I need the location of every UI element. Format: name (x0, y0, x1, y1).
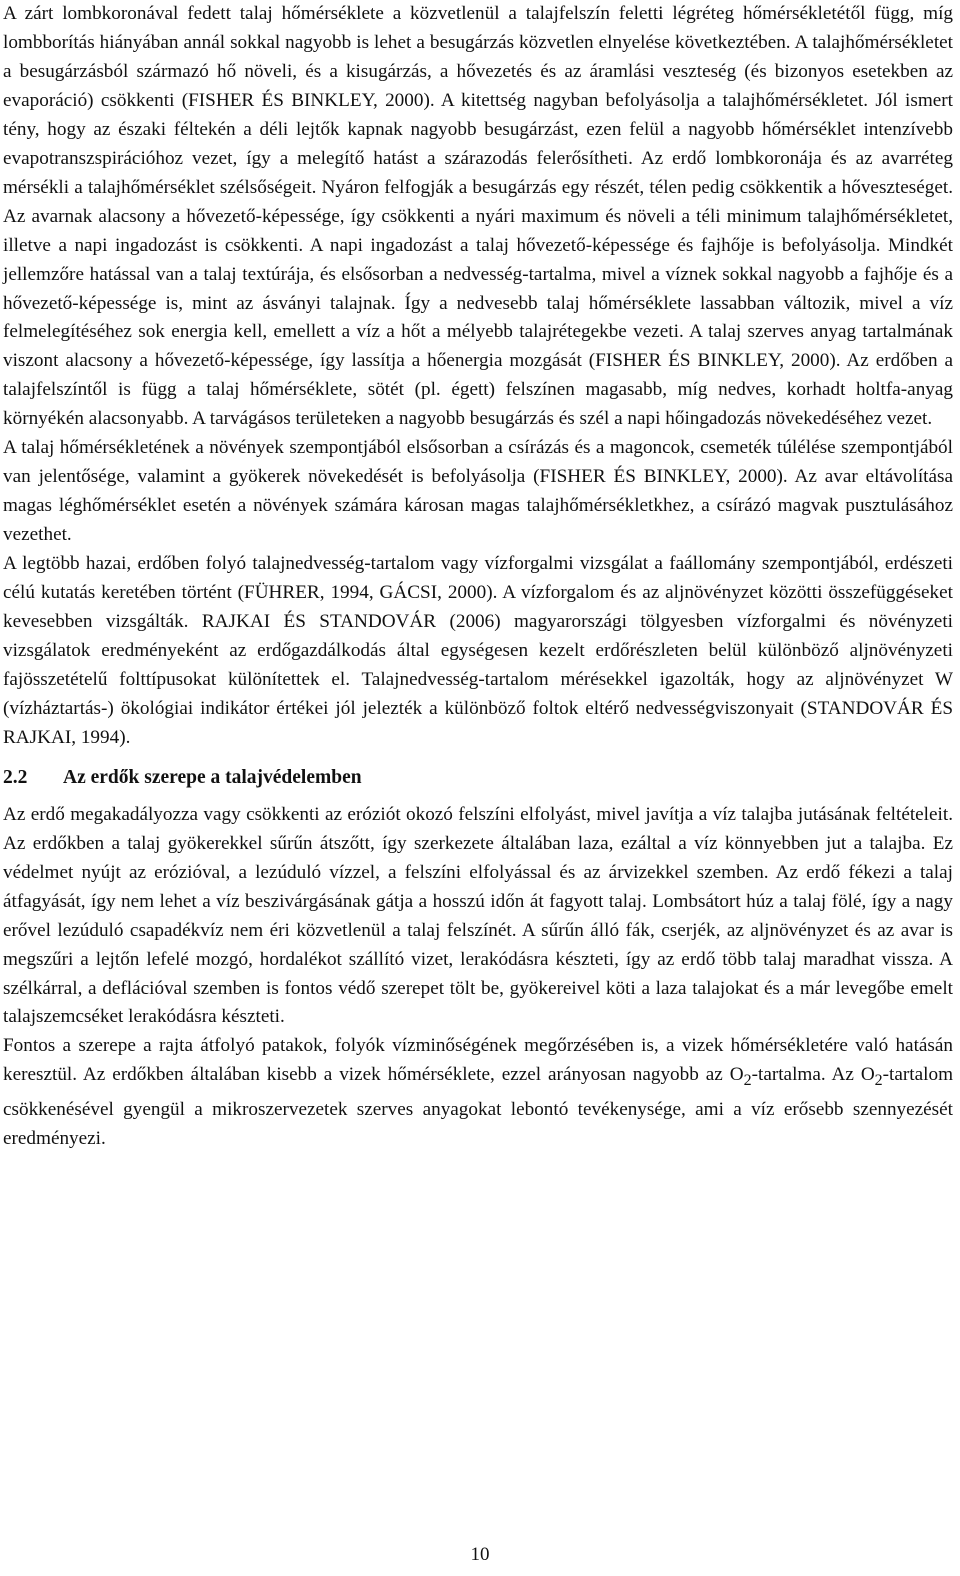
water-quality-text-1: Fontos a szerepe a rajta átfolyó patakok, folyók vízminőségének megőrzésében is, a vizek hőmérsékletére való hatásán keresztül. Az erdőkben általában kisebb a vizek hőmérséklete, ezzel arányosan nagyobb az O (3, 1035, 953, 1086)
page-body (3, 0, 953, 1154)
page-number: 10 (470, 1544, 490, 1565)
paragraph-soil-moisture-research: A legtöbb hazai, erdőben folyó talajnedvesség-tartalom vagy vízforgalmi vizsgálat a faállomány szempontjából, erdészeti célú kutatás keretében történt (FÜHRER, 1994, GÁCSI, 2000). A vízforgalom és az aljnövényzet közötti összefüggéseket kevesebben vizsgálták. RAJKAI ÉS STANDOVÁR (2006) magyarországi tölgyesben vízforgalmi és növényzeti vizsgálatok eredményeként az erdőgazdálkodás által egységesen kezelt erdőrészleten belül különböző aljnövényzeti fajösszetételű folttípusokat különítettek el. Talajnedvesség-tartalom mérésekkel igazolták, hogy az aljnövényzet W (vízháztartás-) ökológiai indikátor értékei jól jelezték a különböző foltok eltérő nedvességviszonyait (STANDOVÁR ÉS RAJKAI, 1994). (3, 553, 953, 748)
paragraph-soil-temperature: A zárt lombkoronával fedett talaj hőmérséklete a közvetlenül a talajfelszín feletti légréteg hőmérsékletétől függ, míg lombborítás hiányában annál sokkal nagyobb is lehet a besugárzás közvetlen elnyelése következtében. A talajhőmérsékletet a besugárzásból származó hő növeli, és a kisugárzás, a hővezetés és az áramlási veszteség (és bizonyos esetekben az evaporáció) csökkenti (FISHER ÉS BINKLEY, 2000). A kitettség nagyban befolyásolja a talajhőmérsékletet. Jól ismert tény, hogy az északi féltekén a déli lejtők kapnak nagyobb besugárzást, ezen felül a nagyobb hőmérséklet intenzívebb evapotranszspirációhoz vezet, így a melegítő hatást a szárazodás felerősítheti. Az erdő lombkoronája és az avarréteg mérsékli a talajhőmérséklet szélsőségeit. Nyáron felfogják a besugárzás egy részét, télen pedig csökkentik a hőveszteséget. Az avarnak alacsony a hővezető-képessége, így csökkenti a nyári maximum és növeli a téli minimum talajhőmérsékletet, illetve a napi ingadozást is csökkenti. A napi ingadozást a talaj hővezető-képessége és fajhője is befolyásolja. Mindkét jellemzőre hatással van a talaj textúrája, és elsősorban a nedvesség-tartalma, mivel a víznek sokkal nagyobb a fajhője és a hővezető-képessége is, mint az ásványi talajnak. Így a nedvesebb talaj hőmérséklete lassabban változik, mivel a víz felmelegítéséhez sok energia kell, emellett a víz a hőt a mélyebb talajrétegekbe vezeti. A talaj szerves anyag tartalmának viszont alacsony a hővezető-képessége, így lassítja a hőenergia mozgását (FISHER ÉS BINKLEY, 2000). Az erdőben a talajfelszíntől is függ a talaj hőmérséklete, sötét (pl. égett) felszínen magasabb, míg nedves, korhadt holtfa-anyag környékén alacsonyabb. A tarvágásos területeken a nagyobb besugárzás és szél a napi hőingadozás növekedéséhez vezet. (3, 3, 953, 430)
water-quality-text-2: -tartalma. Az O (751, 1064, 875, 1086)
water-quality-text-3: -tartalom csökkenésével gyengül a mikroszervezetek szerves anyagokat lebontó tevékenysége, ami a víz erősebb szennyezését eredményezi. (3, 1064, 953, 1150)
section-number: 2.2 (3, 766, 28, 788)
paragraph-erosion-protection: Az erdő megakadályozza vagy csökkenti az eróziót okozó felszíni elfolyást, mivel javítja a víz talajba jutásának feltételeit. Az erdőkben a talaj gyökerekkel sűrűn átszőtt, így szerkezete általában laza, ezáltal a víz könnyebben jut a talajba. Ez védelmet nyújt az erózióval, a lezúduló vízzel, a felszíni elfolyással és az árvizekkel szemben. Az erdő fékezi a talaj átfagyását, így nem lehet a víz beszivárgásának gátja a hosszú időn át fagyott talaj. Lombsátort húz a talaj fölé, így a nagy erővel lezúduló csapadékvíz nem éri közvetlenül a talaj felszínét. A sűrűn álló fák, cserjék, az aljnövényzet és az avar is megszűri a lejtőn lefelé mozgó, hordalékot szállító vizet, lerakódásra készteti, így az erdő több talaj maradhat vissza. A szélkárral, a deflációval szemben is fontos védő szerepet tölt be, gyökereivel köti a laza talajokat és a már levegőbe emelt talajszemcséket lerakódásra készteti. (3, 803, 953, 1028)
subscript-2: 2 (874, 1072, 883, 1090)
paragraph-water-quality (3, 1032, 953, 1154)
section-title: Az erdők szerepe a talajvédelemben (63, 766, 362, 788)
subscript-2: 2 (743, 1072, 752, 1090)
paragraph-soil-temperature-plants: A talaj hőmérsékletének a növények szempontjából elsősorban a csírázás és a magoncok, csemeték túlélése szempontjából van jelentősége, valamint a gyökerek növekedését is befolyásolja (FISHER ÉS BINKLEY, 2000). Az avar eltávolítása magas léghőmérséklet esetén a növények számára károsan magas talajhőmérsékletkhez, a csírázó magvak pusztulásához vezethet. (3, 437, 953, 546)
section-heading (3, 763, 953, 792)
